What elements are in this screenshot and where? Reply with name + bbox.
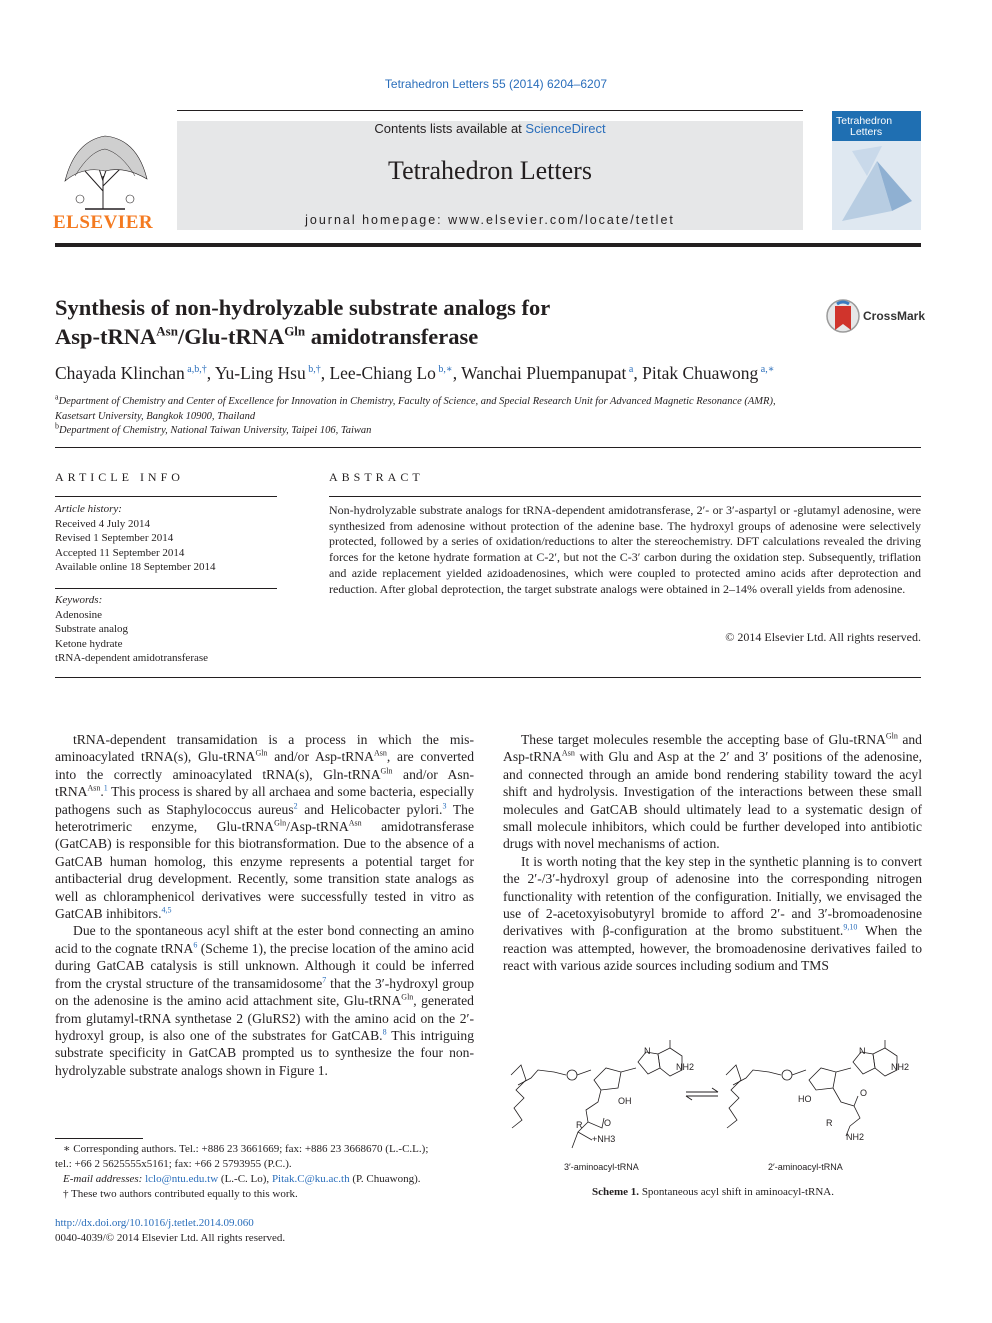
author-name: Pitak Chuawong: [642, 363, 759, 383]
footnote-equal-contribution: † These two authors contributed equally to this work.: [63, 1188, 298, 1200]
crossmark-icon: [826, 298, 860, 334]
citation-ref[interactable]: 4,5: [161, 905, 172, 915]
trna-strand-left: [511, 1065, 526, 1128]
body-paragraph: tRNA-dependent transamidation is a process in which the mis-aminoacylated tRNA(s), Glu-tRNA$^{Gln}$ and/or Asp-tRNA$^{Asn}$, are converted into the correctly aminoacylated tRNA(s), Gln-tRNA$^{Gln}$ and/or Asn-tRNA$^{Asn}$.$^1$ This process is shared by all archaea and some bacteria, especially pathogens such as Staphylococcus aureus$^2$ and Helicobacter pylori.$^3$ The heterotrimeric enzyme, Glu-tRNA$^{Gln}$/Asp-tRNA$^{Asn}$ amidotransferase (GatCAB) is responsible for this biotransformation. Due to the absence of a GatCAB human homolog, this enzyme represents a potential target for antibacterial drug development. Recently, some transition state analogs as well as chloramphenicol derivatives were successfully tested in vitro as GatCAB inhibitors.$^{4,5}$: [55, 732, 475, 922]
cover-title-1: Tetrahedron: [836, 115, 893, 127]
footnote-emails: E-mail addresses: lclo@ntu.edu.tw (L.-C. Lo), Pitak.C@ku.ac.th (P. Chuawong).: [63, 1173, 421, 1185]
atom-r: R: [826, 1118, 833, 1128]
header-thick-rule: [55, 243, 921, 247]
keyword-item: Substrate analog: [55, 623, 129, 635]
superscript: Gln: [885, 731, 898, 741]
atom-n: N: [859, 1046, 866, 1056]
cover-title-2: Letters: [850, 126, 883, 138]
body-paragraph: Due to the spontaneous acyl shift at the ester bond connecting an amino acid to the cognate tRNA$^6$ (Scheme 1), the precise location of the amino acid during GatCAB catalysis is still unknown. Although it could be inferred from the crystal structure of the transamidosome$^7$ that the 3′-hydroxyl group on the adenosine is the amino acid attachment site, Glu-tRNA$^{Gln}$, generated from glutamyl-tRNA synthetase 2 (GluRS2) with the amino acid on the 2′-hydroxyl group, is also one of the substrates for GatCAB.$^8$ This intriguing substrate specificity in GatCAB prompted us to synthesize the four non-hydrolyzable substrate analogs shown in Figure 1.: [55, 923, 474, 1078]
body-right-column: [503, 731, 922, 975]
history-accepted: Accepted 11 September 2014: [55, 546, 185, 559]
journal-reference[interactable]: Tetrahedron Letters 55 (2014) 6204–6207: [384, 77, 608, 91]
atom-ho: HO: [798, 1094, 812, 1104]
body-left-column: [55, 731, 474, 1079]
atom-nh3: +NH3: [592, 1134, 616, 1144]
label-2-aminoacyl: 2′-aminoacyl-tRNA: [768, 1162, 843, 1172]
title-line-1: Synthesis of non-hydrolyzable substrate analogs for: [55, 295, 551, 320]
atom-r: R: [576, 1120, 583, 1130]
article-info-heading: ARTICLE INFO: [55, 470, 184, 484]
keywords: [55, 593, 277, 666]
journal-cover[interactable]: [832, 111, 921, 230]
history-revised: Revised 1 September 2014: [55, 532, 174, 544]
footnotes: [55, 1142, 474, 1202]
superscript: Gln: [380, 766, 393, 776]
issn-copyright: 0040-4039/© 2014 Elsevier Ltd. All rights reserved.: [55, 1232, 286, 1244]
ribose-ring-left: [594, 1068, 621, 1090]
keyword-item: tRNA-dependent amidotransferase: [55, 652, 209, 664]
citation-ref[interactable]: 1: [103, 783, 108, 793]
superscript: Gln: [401, 992, 414, 1002]
affiliation-b: $^b$Department of Chemistry, National Taiwan University, Taipei 106, Taiwan: [55, 421, 372, 436]
article-title: [55, 293, 550, 351]
email-link-lo[interactable]: lclo@ntu.edu.tw: [145, 1173, 219, 1185]
author-name: Lee-Chiang Lo: [329, 363, 436, 383]
doi-block: [55, 1216, 285, 1246]
journal-title: Tetrahedron Letters: [388, 156, 592, 185]
abstract-heading: ABSTRACT: [329, 470, 424, 484]
keywords-label: Keywords:: [55, 594, 103, 606]
doi-link[interactable]: http://dx.doi.org/10.1016/j.tetlet.2014.09.060: [55, 1217, 254, 1229]
atom-nh2: NH2: [891, 1062, 910, 1072]
author-affiliation-mark[interactable]: a,∗: [758, 364, 775, 376]
author-name: Wanchai Pluempanupat: [461, 363, 627, 383]
trna-strand-right: [726, 1065, 741, 1128]
superscript: Asn: [373, 748, 387, 758]
citation-ref[interactable]: 9,10: [843, 922, 858, 932]
homepage-url[interactable]: www.elsevier.com/locate/tetlet: [448, 213, 675, 227]
body-paragraph: It is worth noting that the key step in the synthetic planning is to convert the 2′-/3′-hydroxyl group of adenosine into the corresponding nitrogen functionality with retention of the configuration. Initially, we envisaged the use of 2-acetoxyisobutyryl bromide to afford 2′- and 3′-bromoadenosine derivatives with β-configuration at the bromo substituent.$^{9,10}$ When the reaction was attempted, however, the bromoadenosine derivatives failed to react with various azide sources including sodium and TMS: [503, 853, 922, 974]
journal-homepage: [177, 213, 803, 227]
author-affiliation-mark[interactable]: a,b,†: [184, 364, 207, 376]
cover-art: [832, 141, 921, 230]
article-info-rule: [55, 496, 277, 497]
author-affiliation-mark[interactable]: b,†: [305, 364, 321, 376]
citation-ref[interactable]: 7: [322, 975, 327, 985]
title-line-2: Asp-tRNA$^{Asn}$/Glu-tRNA$^{Gln}$ amidotransferase: [55, 323, 479, 349]
sciencedirect-link[interactable]: ScienceDirect: [525, 121, 606, 136]
footnote-corresponding-2: tel.: +66 2 5625555x5161; fax: +66 2 5793955 (P.C.).: [55, 1158, 292, 1170]
citation-ref[interactable]: 8: [382, 1027, 387, 1037]
superscript: Gln: [255, 748, 268, 758]
atom-o: O: [604, 1118, 612, 1128]
author-list: Chayada Klinchan $^{a,b,\dagger}$, Yu-Ling Hsu $^{b,\dagger}$, Lee-Chiang Lo $^{b,∗}$, Wanchai Pluempanupat $^a$, Pitak Chuawong $^{a,∗}$: [55, 363, 775, 383]
footnote-corresponding: ∗ Corresponding authors. Tel.: +886 23 3661669; fax: +886 23 3668670 (L.-C.L.);: [63, 1143, 429, 1155]
citation-ref[interactable]: 2: [293, 801, 298, 811]
atom-o: O: [860, 1088, 868, 1098]
author-name: Yu-Ling Hsu: [214, 363, 306, 383]
keyword-item: Ketone hydrate: [55, 637, 123, 650]
scheme-1-diagram: [506, 1040, 920, 1180]
journal-header-box: [177, 121, 803, 230]
superscript: Asn: [348, 818, 362, 828]
homepage-label: journal homepage:: [305, 213, 449, 227]
author-affiliation-mark[interactable]: a: [626, 364, 634, 376]
superscript: Gln: [274, 818, 287, 828]
author-name: Chayada Klinchan: [55, 363, 185, 383]
history-label: Article history:: [55, 503, 122, 515]
atom-nh2: NH2: [676, 1062, 695, 1072]
atom-n: N: [644, 1046, 651, 1056]
contents-available: [177, 121, 803, 136]
history-online: Available online 18 September 2014: [55, 561, 216, 573]
scheme-1-caption: Scheme 1. Spontaneous acyl shift in aminoacyl-tRNA.: [592, 1186, 834, 1198]
citation-ref[interactable]: 6: [193, 940, 198, 950]
header-top-rule: [177, 110, 803, 111]
keyword-item: Adenosine: [55, 608, 103, 621]
footnote-rule: [55, 1138, 143, 1139]
label-3-aminoacyl: 3′-aminoacyl-tRNA: [564, 1162, 639, 1172]
ribose-ring-right: [809, 1068, 836, 1090]
affiliation-rule: [55, 447, 921, 448]
superscript: Asn: [87, 783, 101, 793]
body-paragraph: These target molecules resemble the accepting base of Glu-tRNA$^{Gln}$ and Asp-tRNA$^{Asn}$ with Glu and Asp at the 2′ and 3′ positions of the adenosine, and connected through an amide bond rendering stability toward the acyl shift and hydrolysis. Investigation of the interactions between these small molecules and GatCAB should ultimately lead to a systematic design of small molecule inhibitors, which could be further developed into antibiotic drugs with novel mechanisms of action.: [503, 731, 922, 852]
citation-ref[interactable]: 3: [442, 801, 447, 811]
elsevier-wordmark: ELSEVIER: [53, 212, 154, 233]
crossmark-badge[interactable]: CrossMark: [826, 298, 925, 334]
atom-nh2b: NH2: [846, 1132, 865, 1142]
superscript: Asn: [561, 748, 575, 758]
email-link-chuawong[interactable]: Pitak.C@ku.ac.th: [271, 1173, 350, 1185]
abstract-text: Non-hydrolyzable substrate analogs for tRNA-dependent amidotransferase, 2′- or 3′-aspartyl or -glutamyl adenosine, were synthesized from adenosine without protection of the adenine base. The hydroxyl groups of adenosine were selectively protected, followed by a series of oxidation/reductions to alter the stereochemistry. DFT calculations revealed the driving forces for the ketone hydrate formation at C-2′, but not the C-3′ carbon during the oxidation step. Subsequently, triflation and azide replacement yielded azidoadenosines, which were coupled to protected amino acids after deprotection and reduction. After global deprotection, the target substrate analogs were obtained in 2–14% overall yields from adenosine.: [329, 503, 921, 596]
affiliation-a: $^a$Department of Chemistry and Center of Excellence for Innovation in Chemistry, Faculty of Science, and Special Research Unit for Advanced Magnetic Resonance (AMR), Kasetsart University, Bangkok 10900, Thailand: [55, 392, 776, 422]
author-affiliation-mark[interactable]: b,∗: [435, 364, 453, 376]
abstract-bottom-rule: [55, 677, 921, 678]
abstract-copyright: © 2014 Elsevier Ltd. All rights reserved.: [725, 630, 921, 644]
contents-prefix: Contents lists available at: [374, 121, 526, 136]
atom-oh: OH: [618, 1096, 632, 1106]
abstract-rule: [329, 496, 921, 497]
keywords-rule: [55, 588, 277, 589]
history-received: Received 4 July 2014: [55, 517, 151, 530]
article-history: [55, 502, 277, 575]
